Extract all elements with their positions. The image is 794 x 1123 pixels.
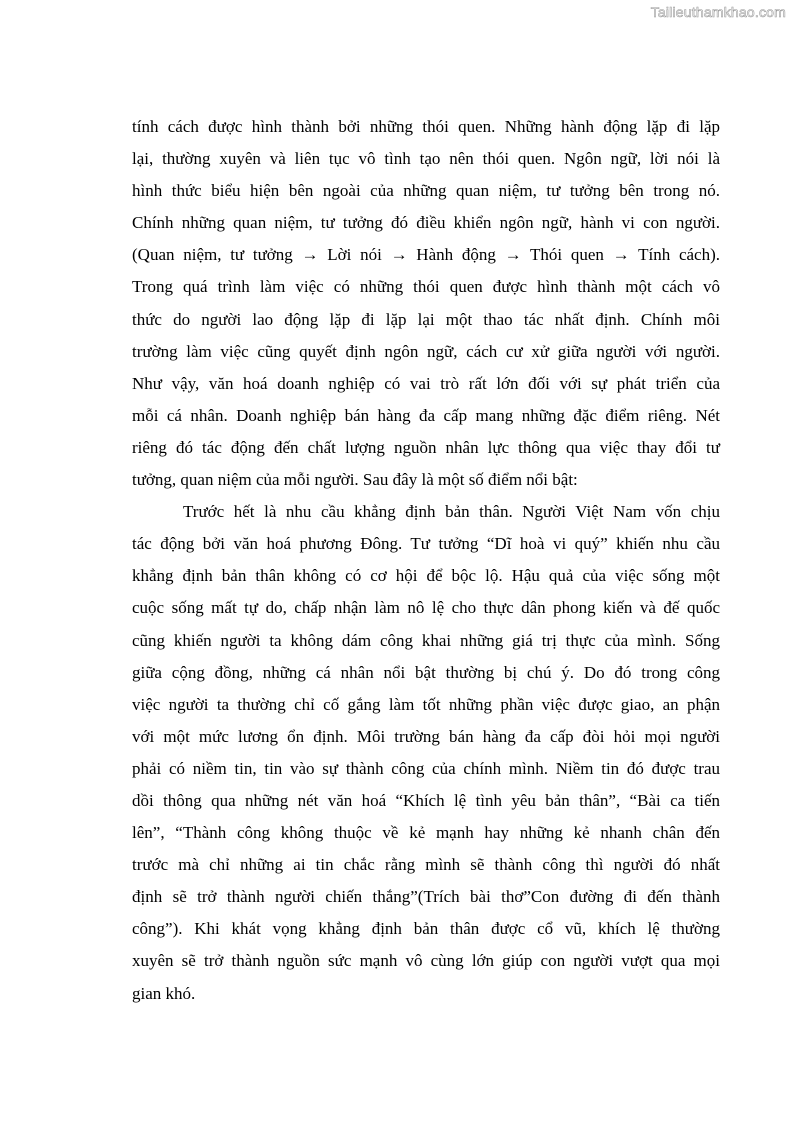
text-line: công”). Khi khát vọng khẳng định bản thân được cổ vũ, khích lệ thường: [132, 919, 720, 939]
paragraph: [132, 496, 720, 1010]
text-line: giữa cộng đồng, những cá nhân nổi bật thường bị chú ý. Do đó trong công: [132, 662, 720, 682]
text-line: phải có niềm tin, tin vào sự thành công của chính mình. Niềm tin đó được trau: [132, 758, 720, 778]
text-line: trước mà chỉ những ai tin chắc rằng mình sẽ thành công thì người đó nhất: [132, 855, 720, 875]
text-line: Như vậy, văn hoá doanh nghiệp có vai trò rất lớn đối với sự phát triển của: [132, 373, 720, 393]
text-line: với một mức lương ổn định. Môi trường bán hàng đa cấp đòi hỏi mọi người: [132, 726, 720, 746]
text-line: cuộc sống mất tự do, chấp nhận làm nô lệ cho thực dân phong kiến và đế quốc: [132, 598, 720, 618]
text-line: lại, thường xuyên và liên tục vô tình tạo nên thói quen. Ngôn ngữ, lời nói là: [132, 149, 720, 169]
text-line: khẳng định bản thân không có cơ hội để bộc lộ. Hậu quả của việc sống một: [132, 566, 720, 586]
watermark: Tailieuthamkhao.com: [650, 4, 786, 20]
text-line: thức do người lao động lặp đi lặp lại một thao tác nhất định. Chính môi: [132, 309, 720, 329]
text-line: tính cách được hình thành bởi những thói quen. Những hành động lặp đi lặp: [132, 117, 720, 136]
text-line: mỗi cá nhân. Doanh nghiệp bán hàng đa cấp mang những đặc điểm riêng. Nét: [132, 405, 720, 425]
text-line: Trước hết là nhu cầu khẳng định bản thân. Người Việt Nam vốn chịu: [183, 502, 720, 522]
text-line: trường làm việc cũng quyết định ngôn ngữ, cách cư xử giữa người với người.: [132, 341, 720, 361]
text-line: riêng đó tác động đến chất lượng nguồn nhân lực thông qua việc thay đổi tư: [132, 437, 720, 457]
paragraph: [132, 111, 720, 496]
text-line: việc người ta thường chỉ cố gắng làm tốt những phần việc được giao, an phận: [132, 694, 720, 714]
text-line: hình thức biểu hiện bên ngoài của những quan niệm, tư tưởng bên trong nó.: [132, 181, 720, 201]
text-line: (Quan niệm, tư tưởng → Lời nói → Hành động → Thói quen → Tính cách).: [132, 245, 720, 265]
text-line: dồi thông qua những nét văn hoá “Khích lệ tình yêu bản thân”, “Bài ca tiến: [132, 790, 720, 810]
text-line: Chính những quan niệm, tư tưởng đó điều khiển ngôn ngữ, hành vi con người.: [132, 213, 720, 233]
text-line: lên”, “Thành công không thuộc về kẻ mạnh hay những kẻ nhanh chân đến: [132, 823, 720, 843]
text-line: tưởng, quan niệm của mỗi người. Sau đây là một số điểm nổi bật:: [132, 470, 578, 490]
text-line: tác động bởi văn hoá phương Đông. Tư tưởng “Dĩ hoà vi quý” khiến nhu cầu: [132, 534, 720, 554]
text-line: cũng khiến người ta không dám công khai những giá trị thực của mình. Sống: [132, 630, 720, 650]
text-line: xuyên sẽ trở thành nguồn sức mạnh vô cùng lớn giúp con người vượt qua mọi: [132, 951, 720, 971]
text-line: định sẽ trở thành người chiến thắng”(Trích bài thơ”Con đường đi đến thành: [132, 887, 720, 907]
text-line: Trong quá trình làm việc có những thói quen được hình thành một cách vô: [132, 277, 720, 297]
text-line: gian khó.: [132, 983, 196, 1003]
document-body: [132, 111, 720, 1010]
